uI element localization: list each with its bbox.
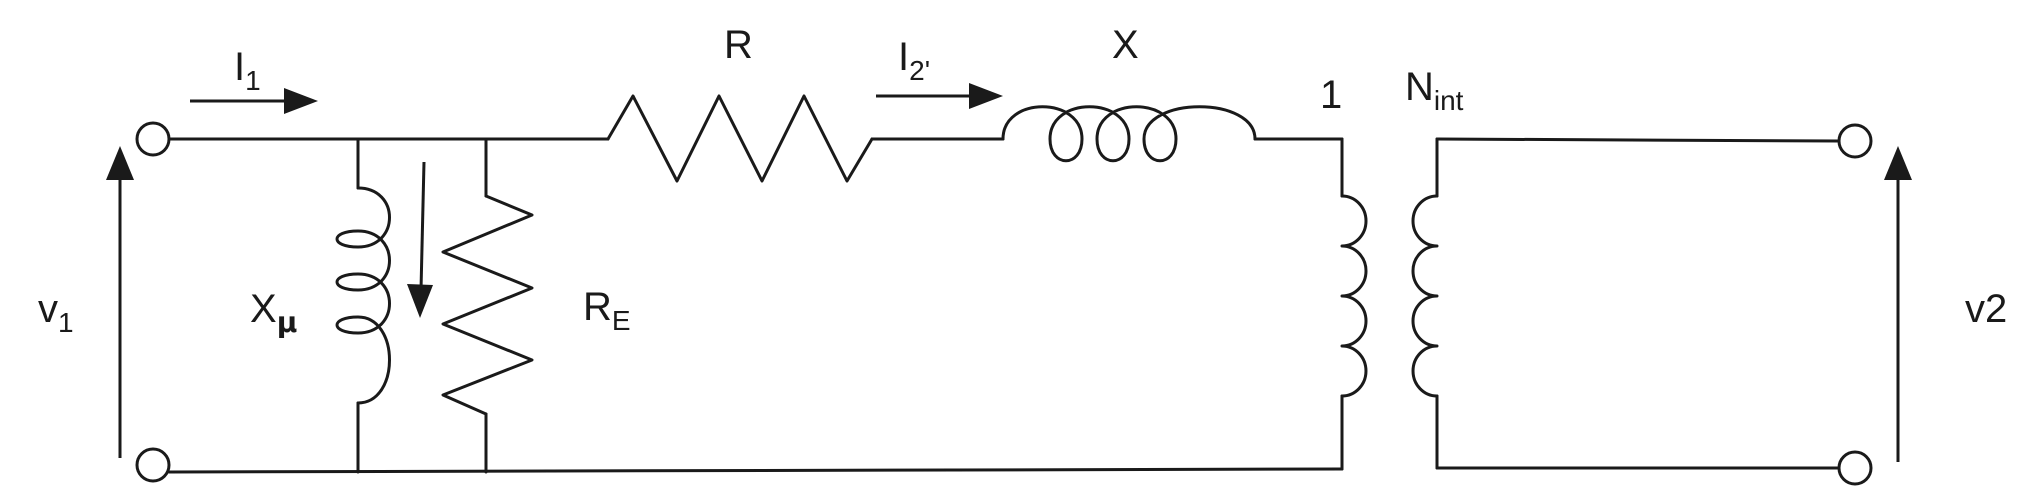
label-ratio-left: 1: [1320, 73, 1343, 117]
label-i2: $I_{2'}$: [898, 35, 931, 86]
label-r: R: [724, 23, 753, 67]
label-i1: $I_1$: [234, 45, 261, 96]
wire-output-top: [1437, 139, 1839, 141]
i1-arrow-head: [284, 88, 318, 114]
terminal-output-top: [1839, 125, 1871, 157]
terminal-input-bottom: [137, 449, 169, 481]
shunt-current-arrow-shaft: [421, 162, 424, 290]
i2-arrow-head: [969, 83, 1003, 109]
label-re: $R_E$: [583, 285, 631, 336]
terminal-input-top: [137, 123, 169, 155]
magnetizing-reactance: [337, 188, 390, 403]
label-x: X: [1112, 23, 1139, 67]
label-v2: v2: [1965, 287, 2008, 331]
transformer-secondary-winding: [1413, 196, 1437, 396]
series-resistor: [608, 96, 872, 181]
shunt-current-arrow-head: [407, 284, 433, 318]
series-reactance: [1003, 107, 1255, 161]
label-xmu: $X_\mu$: [250, 287, 298, 339]
wire-bottom-left: [169, 469, 1342, 472]
v1-arrow-head: [106, 146, 134, 180]
label-v1: $v_1$: [38, 287, 74, 338]
terminal-output-bottom: [1839, 452, 1871, 484]
core-loss-resistor: [443, 196, 532, 414]
transformer-primary-winding: [1342, 196, 1366, 396]
label-ratio-right: $N_{int}$: [1405, 65, 1464, 116]
v2-arrow-head: [1884, 146, 1912, 180]
